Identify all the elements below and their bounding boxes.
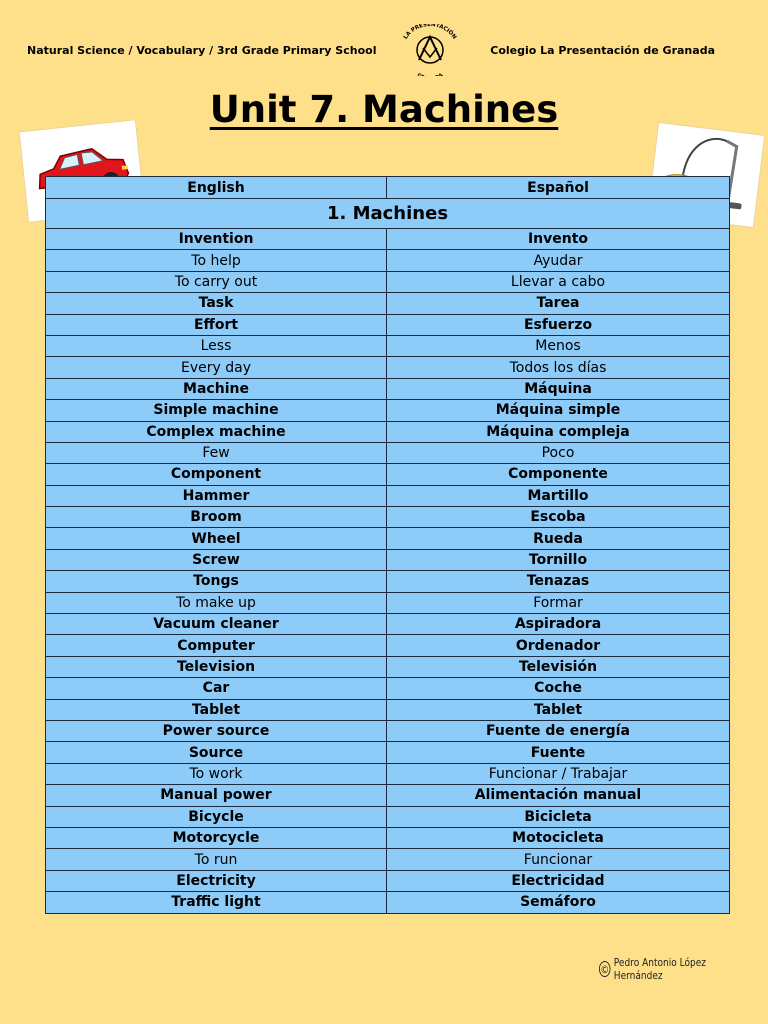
- spanish-cell: Tablet: [387, 699, 730, 720]
- table-row: [46, 592, 730, 613]
- section-title: 1. Machines: [46, 199, 730, 229]
- english-cell: To run: [46, 849, 387, 870]
- table-row: [46, 892, 730, 913]
- spanish-cell: Televisión: [387, 656, 730, 677]
- english-cell: Task: [46, 293, 387, 314]
- table-row: [46, 229, 730, 250]
- vocabulary-table: [45, 176, 730, 914]
- table-row: [46, 870, 730, 891]
- table-row: [46, 656, 730, 677]
- spanish-cell: Martillo: [387, 485, 730, 506]
- table-row: [46, 720, 730, 741]
- spanish-cell: Funcionar / Trabajar: [387, 763, 730, 784]
- table-row: [46, 442, 730, 463]
- table-row: [46, 485, 730, 506]
- spanish-cell: Funcionar: [387, 849, 730, 870]
- english-cell: Invention: [46, 229, 387, 250]
- spanish-cell: Máquina: [387, 378, 730, 399]
- author-name: Pedro Antonio López Hernández: [613, 956, 707, 982]
- table-row: [46, 400, 730, 421]
- table-row: [46, 678, 730, 699]
- english-cell: Power source: [46, 720, 387, 741]
- english-cell: Bicycle: [46, 806, 387, 827]
- spanish-cell: Motocicleta: [387, 827, 730, 848]
- spanish-cell: Menos: [387, 335, 730, 356]
- spanish-cell: Escoba: [387, 507, 730, 528]
- spanish-cell: Alimentación manual: [387, 785, 730, 806]
- english-cell: Simple machine: [46, 400, 387, 421]
- spanish-cell: Llevar a cabo: [387, 271, 730, 292]
- english-cell: Complex machine: [46, 421, 387, 442]
- spanish-cell: Aspiradora: [387, 614, 730, 635]
- table-row: [46, 614, 730, 635]
- english-cell: Wheel: [46, 528, 387, 549]
- table-row: [46, 763, 730, 784]
- spanish-cell: Electricidad: [387, 870, 730, 891]
- table-row: [46, 421, 730, 442]
- spanish-cell: Bicicleta: [387, 806, 730, 827]
- school-logo-icon: [390, 24, 470, 76]
- table-row: [46, 785, 730, 806]
- table-row: [46, 335, 730, 356]
- spanish-cell: Formar: [387, 592, 730, 613]
- spanish-cell: Máquina compleja: [387, 421, 730, 442]
- english-cell: Tablet: [46, 699, 387, 720]
- english-cell: Few: [46, 442, 387, 463]
- header-left-text: Natural Science / Vocabulary / 3rd Grade Primary School: [27, 44, 377, 57]
- english-cell: To work: [46, 763, 387, 784]
- english-cell: Hammer: [46, 485, 387, 506]
- table-row: [46, 378, 730, 399]
- english-cell: Source: [46, 742, 387, 763]
- spanish-cell: Esfuerzo: [387, 314, 730, 335]
- english-cell: Motorcycle: [46, 827, 387, 848]
- spanish-cell: Ordenador: [387, 635, 730, 656]
- spanish-cell: Todos los días: [387, 357, 730, 378]
- spanish-cell: Fuente: [387, 742, 730, 763]
- logo-text-bottom: G A: [415, 72, 445, 76]
- column-header-english: English: [46, 177, 387, 199]
- english-cell: Manual power: [46, 785, 387, 806]
- english-cell: Less: [46, 335, 387, 356]
- english-cell: Traffic light: [46, 892, 387, 913]
- table-row: [46, 464, 730, 485]
- english-cell: Component: [46, 464, 387, 485]
- english-cell: Car: [46, 678, 387, 699]
- table-row: [46, 507, 730, 528]
- logo-text-top: LA PRESENTACIÓN: [402, 24, 458, 41]
- table-row: [46, 549, 730, 570]
- spanish-cell: Semáforo: [387, 892, 730, 913]
- english-cell: Effort: [46, 314, 387, 335]
- table-row: [46, 849, 730, 870]
- english-cell: Vacuum cleaner: [46, 614, 387, 635]
- table-row: [46, 742, 730, 763]
- table-header-row: [46, 177, 730, 199]
- english-cell: To carry out: [46, 271, 387, 292]
- english-cell: Every day: [46, 357, 387, 378]
- english-cell: Electricity: [46, 870, 387, 891]
- table-row: [46, 635, 730, 656]
- copyright-icon: ©: [600, 963, 610, 976]
- spanish-cell: Invento: [387, 229, 730, 250]
- table-row: [46, 314, 730, 335]
- table-row: [46, 293, 730, 314]
- svg-text:GRANADA: [416, 72, 444, 76]
- english-cell: Tongs: [46, 571, 387, 592]
- spanish-cell: Rueda: [387, 528, 730, 549]
- english-cell: Computer: [46, 635, 387, 656]
- english-cell: Broom: [46, 507, 387, 528]
- section-row: [46, 199, 730, 229]
- english-cell: Machine: [46, 378, 387, 399]
- spanish-cell: Ayudar: [387, 250, 730, 271]
- table-row: [46, 250, 730, 271]
- table-row: [46, 571, 730, 592]
- page-title: Unit 7. Machines: [209, 88, 559, 131]
- table-row: [46, 827, 730, 848]
- english-cell: To make up: [46, 592, 387, 613]
- table-row: [46, 699, 730, 720]
- column-header-spanish: Español: [387, 177, 730, 199]
- spanish-cell: Componente: [387, 464, 730, 485]
- spanish-cell: Tenazas: [387, 571, 730, 592]
- table-row: [46, 528, 730, 549]
- table-row: [46, 806, 730, 827]
- copyright-footer: [599, 956, 738, 982]
- english-cell: Screw: [46, 549, 387, 570]
- table-row: [46, 357, 730, 378]
- spanish-cell: Coche: [387, 678, 730, 699]
- spanish-cell: Máquina simple: [387, 400, 730, 421]
- spanish-cell: Tarea: [387, 293, 730, 314]
- table-row: [46, 271, 730, 292]
- spanish-cell: Fuente de energía: [387, 720, 730, 741]
- english-cell: To help: [46, 250, 387, 271]
- spanish-cell: Tornillo: [387, 549, 730, 570]
- english-cell: Television: [46, 656, 387, 677]
- header-right-text: Colegio La Presentación de Granada: [490, 44, 715, 57]
- spanish-cell: Poco: [387, 442, 730, 463]
